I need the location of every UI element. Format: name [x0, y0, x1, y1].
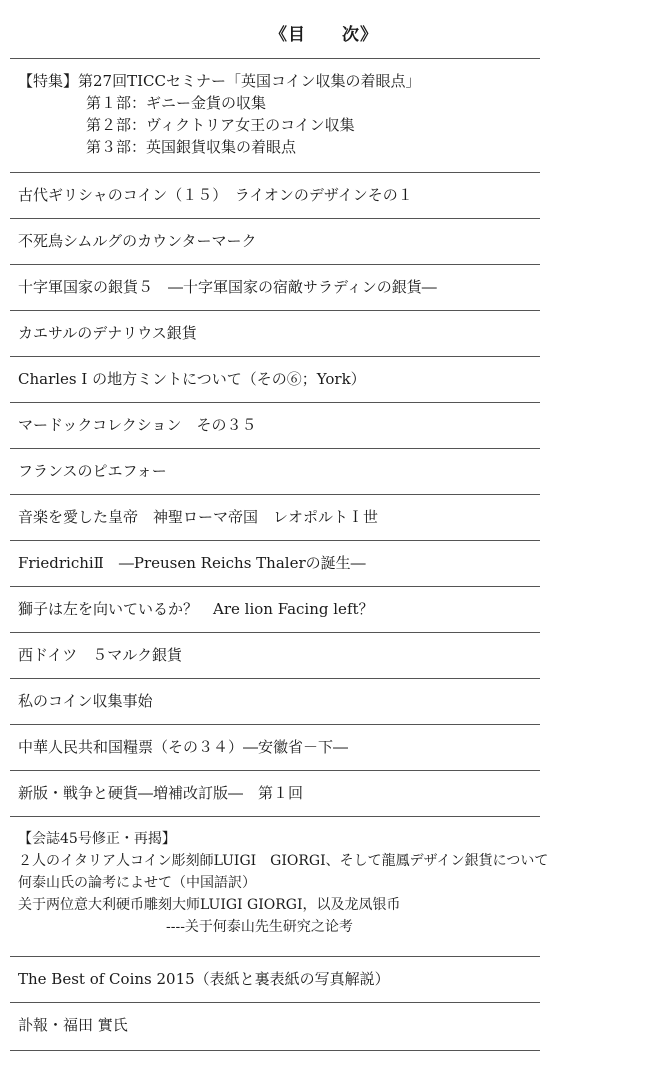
divider: [10, 58, 540, 59]
toc-entry: 獅子は左を向いているか？ Are lion Facing left？: [18, 600, 374, 618]
toc-entry-special-feature: [18, 70, 648, 158]
divider: [10, 540, 540, 541]
divider: [10, 678, 540, 679]
reprint-line-2: 何泰山氏の論考によせて（中国語訳）: [18, 875, 256, 891]
divider: [10, 816, 540, 817]
special-feature-part-1: 第１部：ギニー金貨の収集: [86, 94, 267, 112]
toc-entry: 十字軍国家の銀貨５ ―十字軍国家の宿敵サラディンの銀貨―: [18, 278, 437, 296]
divider: [10, 586, 540, 587]
toc-entry: マードックコレクション その３５: [18, 416, 257, 434]
toc-entry: The Best of Coins 2015（表紙と裏表紙の写真解説）: [18, 970, 390, 988]
toc-entry: フランスのピエフォー: [18, 462, 167, 480]
divider: [10, 172, 540, 173]
toc-entry: 不死鳥シムルグのカウンターマーク: [18, 232, 257, 250]
divider: [10, 356, 540, 357]
toc-entry: Charles I の地方ミントについて（その⑥；York）: [18, 370, 366, 388]
toc-entry: 私のコイン収集事始: [18, 692, 153, 710]
divider: [10, 448, 540, 449]
reprint-line-1: ２人のイタリア人コイン彫刻師LUIGI GIORGI、そして龍鳳デザイン銀貨について: [18, 853, 549, 869]
divider: [10, 956, 540, 957]
divider: [10, 402, 540, 403]
special-feature-part-2: 第２部：ヴィクトリア女王のコイン収集: [86, 116, 355, 134]
page-title: 《目 次》: [270, 25, 378, 45]
reprint-line-3: 关于两位意大利硬币雕刻大师LUIGI GIORGI，以及龙凤银币: [18, 897, 401, 913]
divider: [10, 632, 540, 633]
toc-entry: 古代ギリシャのコイン（１５） ライオンのデザインその１: [18, 186, 413, 204]
toc-entry: FriedrichiⅡ ―Preusen Reichs Thalerの誕生―: [18, 554, 366, 572]
divider: [10, 1050, 540, 1051]
reprint-heading: 【会誌45号修正・再揭】: [18, 831, 176, 847]
divider: [10, 264, 540, 265]
divider: [10, 1002, 540, 1003]
toc-entry: カエサルのデナリウス銀貨: [18, 324, 197, 342]
toc-entry: 新版・戦争と硬貨―増補改訂版― 第１回: [18, 784, 304, 802]
toc-entry: 訃報・福田 實氏: [18, 1016, 128, 1034]
divider: [10, 724, 540, 725]
toc-entry: 西ドイツ ５マルク銀貨: [18, 646, 182, 664]
toc-entry-reprint: [18, 828, 648, 938]
divider: [10, 494, 540, 495]
divider: [10, 310, 540, 311]
divider: [10, 770, 540, 771]
toc-entry: 音楽を愛した皇帝 神聖ローマ帝国 レオポルトＩ世: [18, 508, 379, 526]
toc-entry: 中華人民共和国糧票（その３４）―安徽省－下―: [18, 738, 349, 756]
divider: [10, 218, 540, 219]
special-feature-heading: 【特集】第27回TICCセミナー「英国コイン収集の着眼点」: [18, 72, 421, 90]
special-feature-part-3: 第３部：英国銀貨収集の着眼点: [86, 138, 297, 156]
reprint-line-4: ----关于何泰山先生研究之论考: [166, 919, 353, 935]
